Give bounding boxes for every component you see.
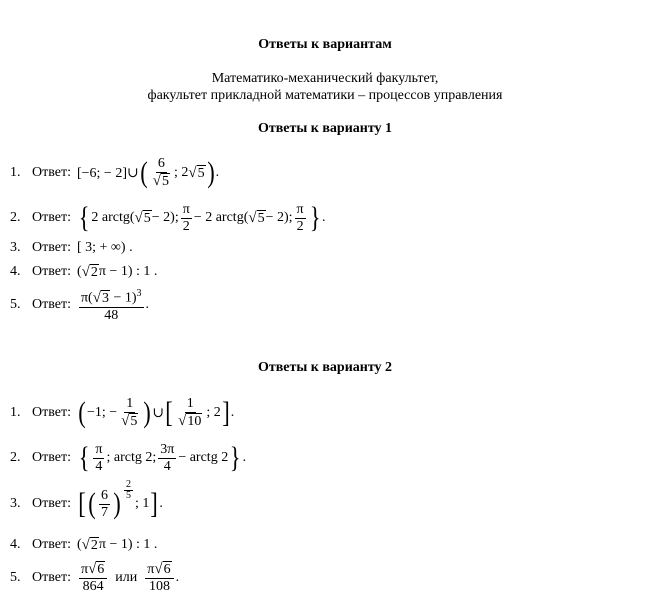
answer-number: 5. (10, 570, 21, 585)
formula: π √ 6 864 или π √ 6 108 . (80, 561, 180, 594)
answer-number: 5. (10, 297, 21, 312)
answer-number: 4. (10, 264, 21, 279)
answer-label: Ответ: (32, 264, 71, 279)
answer-number: 3. (10, 240, 21, 255)
answer-number: 3. (10, 496, 21, 511)
page-title: Ответы к вариантам (258, 37, 392, 52)
variant-2-heading: Ответы к варианту 2 (257, 360, 393, 375)
formula: [ 3; + ∞) . (76, 240, 133, 255)
answer-label: Ответ: (32, 297, 71, 312)
formula: ( √ 2 π − 1) : 1 . (76, 537, 158, 553)
formula: { $\frac{\pi}{4}$ ; arctg 2; $\frac{3\pi}{4}$ − arctg 2 } . (78, 441, 247, 474)
answer-label: Ответ: (32, 165, 71, 180)
variant-2-answer-5 (10, 558, 179, 598)
variant-2-answer-1 (10, 393, 234, 433)
answer-number: 1. (10, 405, 21, 420)
answer-label: Ответ: (32, 537, 71, 552)
variant-2-answer-3 (10, 478, 163, 524)
answer-label: Ответ: (32, 210, 71, 225)
answer-label: Ответ: (32, 450, 71, 465)
answer-label: Ответ: (32, 405, 71, 420)
or-word: или (115, 570, 138, 585)
formula: [ ( $\frac{6}{7}$ ) $^{\frac{2}{5}}$ ; 1 ] . (78, 478, 163, 520)
answer-label: Ответ: (32, 240, 71, 255)
variant-1-answer-5 (10, 285, 149, 325)
variant-1-heading: Ответы к варианту 1 (257, 121, 393, 136)
answer-number: 4. (10, 537, 21, 552)
answer-number: 1. (10, 165, 21, 180)
answer-label: Ответ: (32, 570, 71, 585)
variant-1-answer-1 (10, 153, 219, 193)
answer-number: 2. (10, 450, 21, 465)
subtitle-line-2: факультет прикладной математики – процессов управления (147, 88, 503, 103)
variant-2-answer-2 (10, 438, 246, 478)
subtitle-line-1: Математико-механический факультет, (211, 71, 439, 86)
formula: [−6; − 2]∪ ( 6 √ 5 ; 2 √ 5 ) . (76, 156, 220, 189)
answer-number: 2. (10, 210, 21, 225)
formula: ( √ 2 π − 1) : 1 . (76, 264, 158, 280)
formula: π( √ 3 − 1)$^3$ 48 . (80, 288, 150, 323)
answer-label: Ответ: (32, 496, 71, 511)
formula: ( −1; − 1 √ 5 ) ∪ [ 1 √ 10 ; 2 ] . (78, 396, 235, 429)
formula: { 2 arctg( √ 5 − 2); $\frac{\pi}{2}$ − 2 arctg( √ 5 − 2); $\frac{\pi}{2}$ } . (78, 201, 326, 234)
